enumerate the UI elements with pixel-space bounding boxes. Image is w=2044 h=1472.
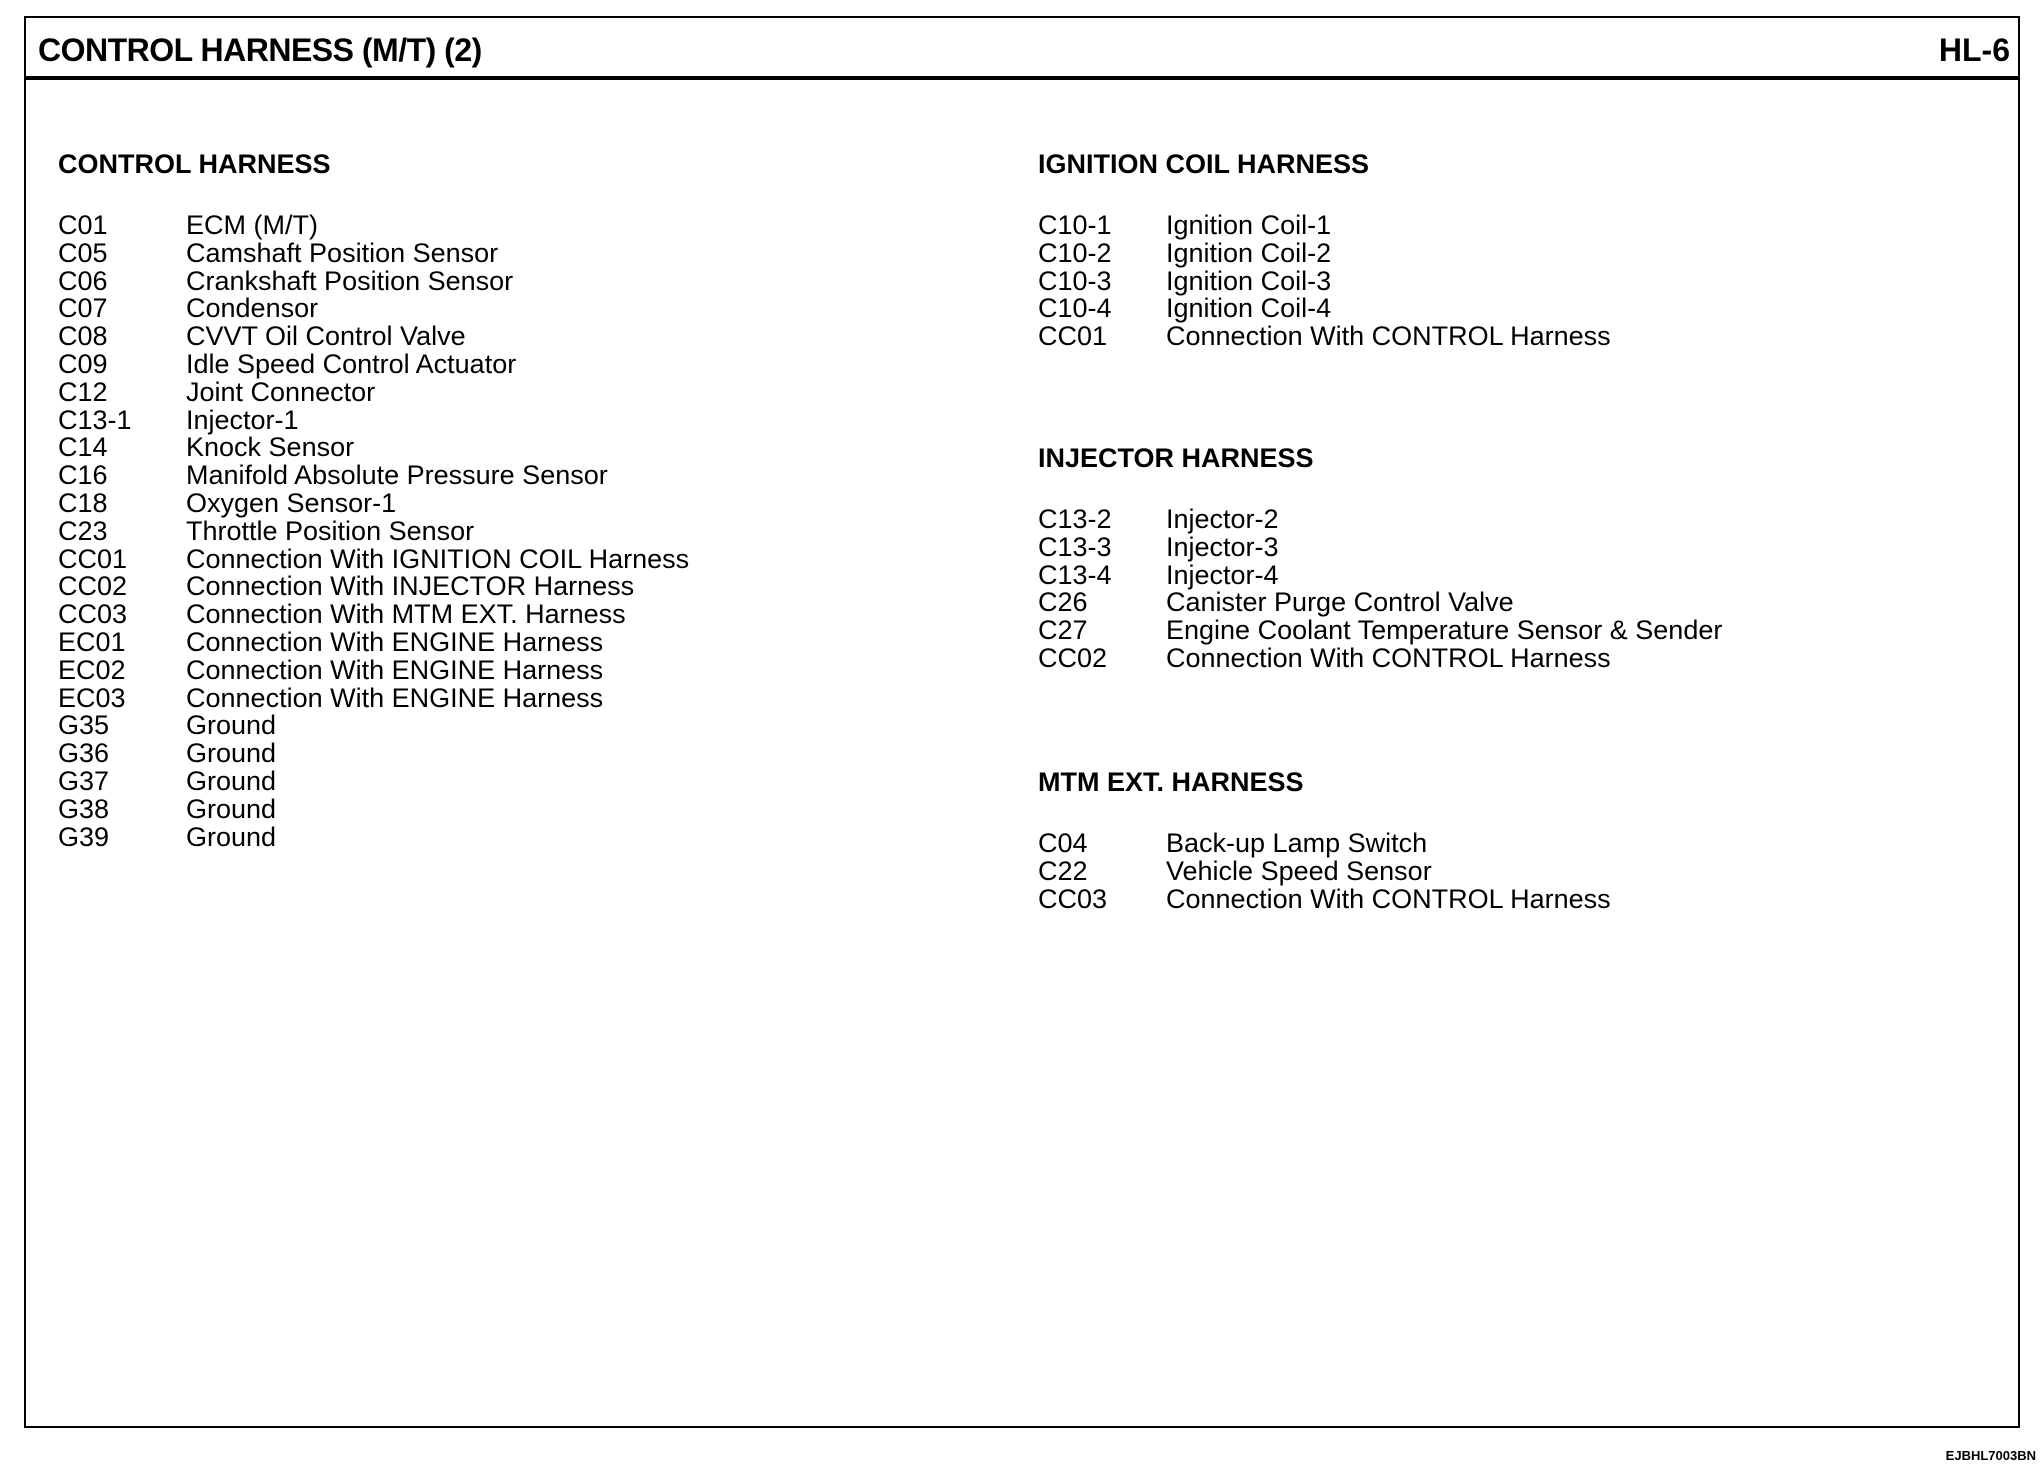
connector-code: C18 (58, 487, 108, 518)
connector-code: C06 (58, 265, 108, 296)
document-id: EJBHL7003BN (1945, 1448, 2036, 1463)
connector-row (58, 682, 689, 713)
connector-description: Ground (186, 821, 277, 852)
connector-code: C10-2 (1038, 237, 1112, 268)
connector-code: C10-3 (1038, 265, 1112, 296)
connector-code: CC01 (1038, 321, 1108, 352)
connector-code: C26 (1038, 587, 1088, 618)
connector-description: Connection With CONTROL Harness (1166, 642, 1611, 673)
connector-description: Injector-2 (1166, 504, 1279, 534)
connector-description: Knock Sensor (186, 432, 355, 463)
connector-row (58, 348, 689, 379)
connector-description: Vehicle Speed Sensor (1166, 855, 1432, 886)
control-harness-section (58, 148, 689, 851)
connector-row (1038, 617, 1722, 645)
connector-row (1038, 237, 1611, 268)
connector-code: CC02 (58, 571, 128, 602)
connector-description: Connection With CONTROL Harness (1166, 321, 1611, 352)
connector-list (1038, 830, 1611, 913)
connector-row (58, 740, 689, 768)
connector-row (1038, 855, 1611, 886)
connector-description: CVVT Oil Control Valve (186, 321, 466, 352)
connector-description: Connection With MTM EXT. Harness (186, 599, 626, 630)
connector-code: C13-4 (1038, 559, 1112, 590)
connector-code: C27 (1038, 615, 1088, 646)
connector-row (1038, 265, 1611, 296)
connector-code: C13-2 (1038, 504, 1112, 534)
section-title: IGNITION COIL HARNESS (1038, 149, 1370, 179)
connector-code: C05 (58, 237, 108, 268)
connector-code: C12 (58, 376, 108, 407)
connector-description: Ground (186, 793, 277, 824)
connector-row (58, 487, 689, 518)
connector-code: EC02 (58, 654, 126, 685)
connector-code: C10-1 (1038, 210, 1112, 240)
connector-description: Connection With ENGINE Harness (186, 626, 604, 657)
connector-description: Throttle Position Sensor (186, 515, 475, 546)
connector-list (1038, 506, 1722, 673)
connector-row (58, 237, 689, 268)
connector-code: G37 (58, 765, 110, 796)
injector-harness-section (1038, 442, 1722, 673)
mtm-ext-harness-section (1038, 766, 1611, 913)
connector-row (1038, 559, 1722, 590)
connector-row (1038, 323, 1611, 351)
connector-description: Connection With CONTROL Harness (1166, 883, 1611, 914)
connector-code: G38 (58, 793, 110, 824)
connector-code: CC03 (1038, 883, 1108, 914)
connector-description: Manifold Absolute Pressure Sensor (186, 460, 608, 491)
connector-code: C01 (58, 210, 108, 240)
connector-code: C14 (58, 432, 108, 463)
connector-row (58, 543, 690, 574)
connector-code: C08 (58, 321, 108, 352)
connector-code: CC01 (58, 543, 128, 574)
connector-code: C10-4 (1038, 293, 1112, 324)
connector-code: EC01 (58, 626, 126, 657)
connector-description: Oxygen Sensor-1 (186, 487, 397, 518)
connector-row (58, 376, 689, 407)
connector-code: G35 (58, 710, 110, 741)
connector-row (58, 793, 689, 824)
connector-description: Canister Purge Control Valve (1166, 587, 1514, 618)
connector-row (58, 404, 689, 435)
connector-code: C07 (58, 293, 108, 324)
connector-code: CC03 (58, 599, 128, 630)
connector-code: C13-3 (1038, 531, 1112, 562)
connector-description: Condensor (186, 293, 319, 324)
connector-row (1038, 830, 1611, 858)
connector-description: Ignition Coil-3 (1166, 265, 1332, 296)
connector-description: Camshaft Position Sensor (186, 237, 499, 268)
connector-description: Connection With IGNITION COIL Harness (186, 543, 690, 574)
connector-code: CC02 (1038, 642, 1108, 673)
connector-description: Idle Speed Control Actuator (186, 348, 517, 379)
connector-row (58, 462, 689, 490)
connector-code: C04 (1038, 828, 1088, 858)
connector-row (1038, 883, 1611, 914)
connector-row (1038, 506, 1722, 534)
connector-row (58, 434, 689, 462)
connector-row (58, 265, 689, 296)
connector-description: Ground (186, 738, 277, 769)
connector-description: Injector-4 (1166, 559, 1279, 590)
connector-row (1038, 212, 1611, 240)
connector-description: Ignition Coil-4 (1166, 293, 1332, 324)
connector-description: Crankshaft Position Sensor (186, 265, 514, 296)
connector-code: C23 (58, 515, 108, 546)
connector-description: Ignition Coil-1 (1166, 210, 1332, 240)
page-header (26, 18, 2018, 80)
page-title: CONTROL HARNESS (M/T) (2) (38, 32, 482, 68)
connector-row (1038, 642, 1722, 673)
connector-code: C16 (58, 460, 108, 491)
connector-code: C13-1 (58, 404, 132, 435)
connector-row (58, 765, 689, 796)
connector-row (58, 573, 689, 601)
connector-row (1038, 589, 1722, 617)
connector-description: Joint Connector (186, 376, 376, 407)
page-code: HL-6 (1938, 32, 2010, 68)
section-title: INJECTOR HARNESS (1038, 443, 1314, 473)
connector-row (1038, 295, 1611, 323)
connector-description: Ground (186, 765, 277, 796)
connector-row (58, 323, 689, 351)
connector-row (58, 212, 689, 240)
connector-row (58, 515, 689, 546)
connector-description: Connection With ENGINE Harness (186, 654, 604, 685)
connector-row (58, 821, 689, 852)
section-title: MTM EXT. HARNESS (1038, 767, 1304, 797)
connector-row (58, 601, 689, 629)
connector-list (1038, 212, 1611, 351)
connector-description: ECM (M/T) (186, 210, 318, 240)
connector-description: Connection With ENGINE Harness (186, 682, 604, 713)
connector-code: G39 (58, 821, 110, 852)
connector-description: Engine Coolant Temperature Sensor & Sender (1166, 615, 1723, 646)
connector-row (58, 654, 689, 685)
connector-description: Injector-1 (186, 404, 299, 435)
connector-description: Back-up Lamp Switch (1166, 828, 1428, 858)
connector-code: EC03 (58, 682, 126, 713)
ignition-coil-harness-section (1038, 148, 1611, 351)
connector-row (58, 712, 689, 740)
connector-code: C22 (1038, 855, 1088, 886)
connector-row (58, 626, 689, 657)
connector-list (58, 212, 689, 851)
connector-description: Ignition Coil-2 (1166, 237, 1332, 268)
section-title: CONTROL HARNESS (58, 149, 331, 179)
connector-description: Connection With INJECTOR Harness (186, 571, 635, 602)
connector-row (58, 295, 689, 323)
connector-description: Ground (186, 710, 277, 741)
connector-row (1038, 531, 1722, 562)
connector-code: G36 (58, 738, 110, 769)
connector-description: Injector-3 (1166, 531, 1279, 562)
connector-code: C09 (58, 348, 108, 379)
